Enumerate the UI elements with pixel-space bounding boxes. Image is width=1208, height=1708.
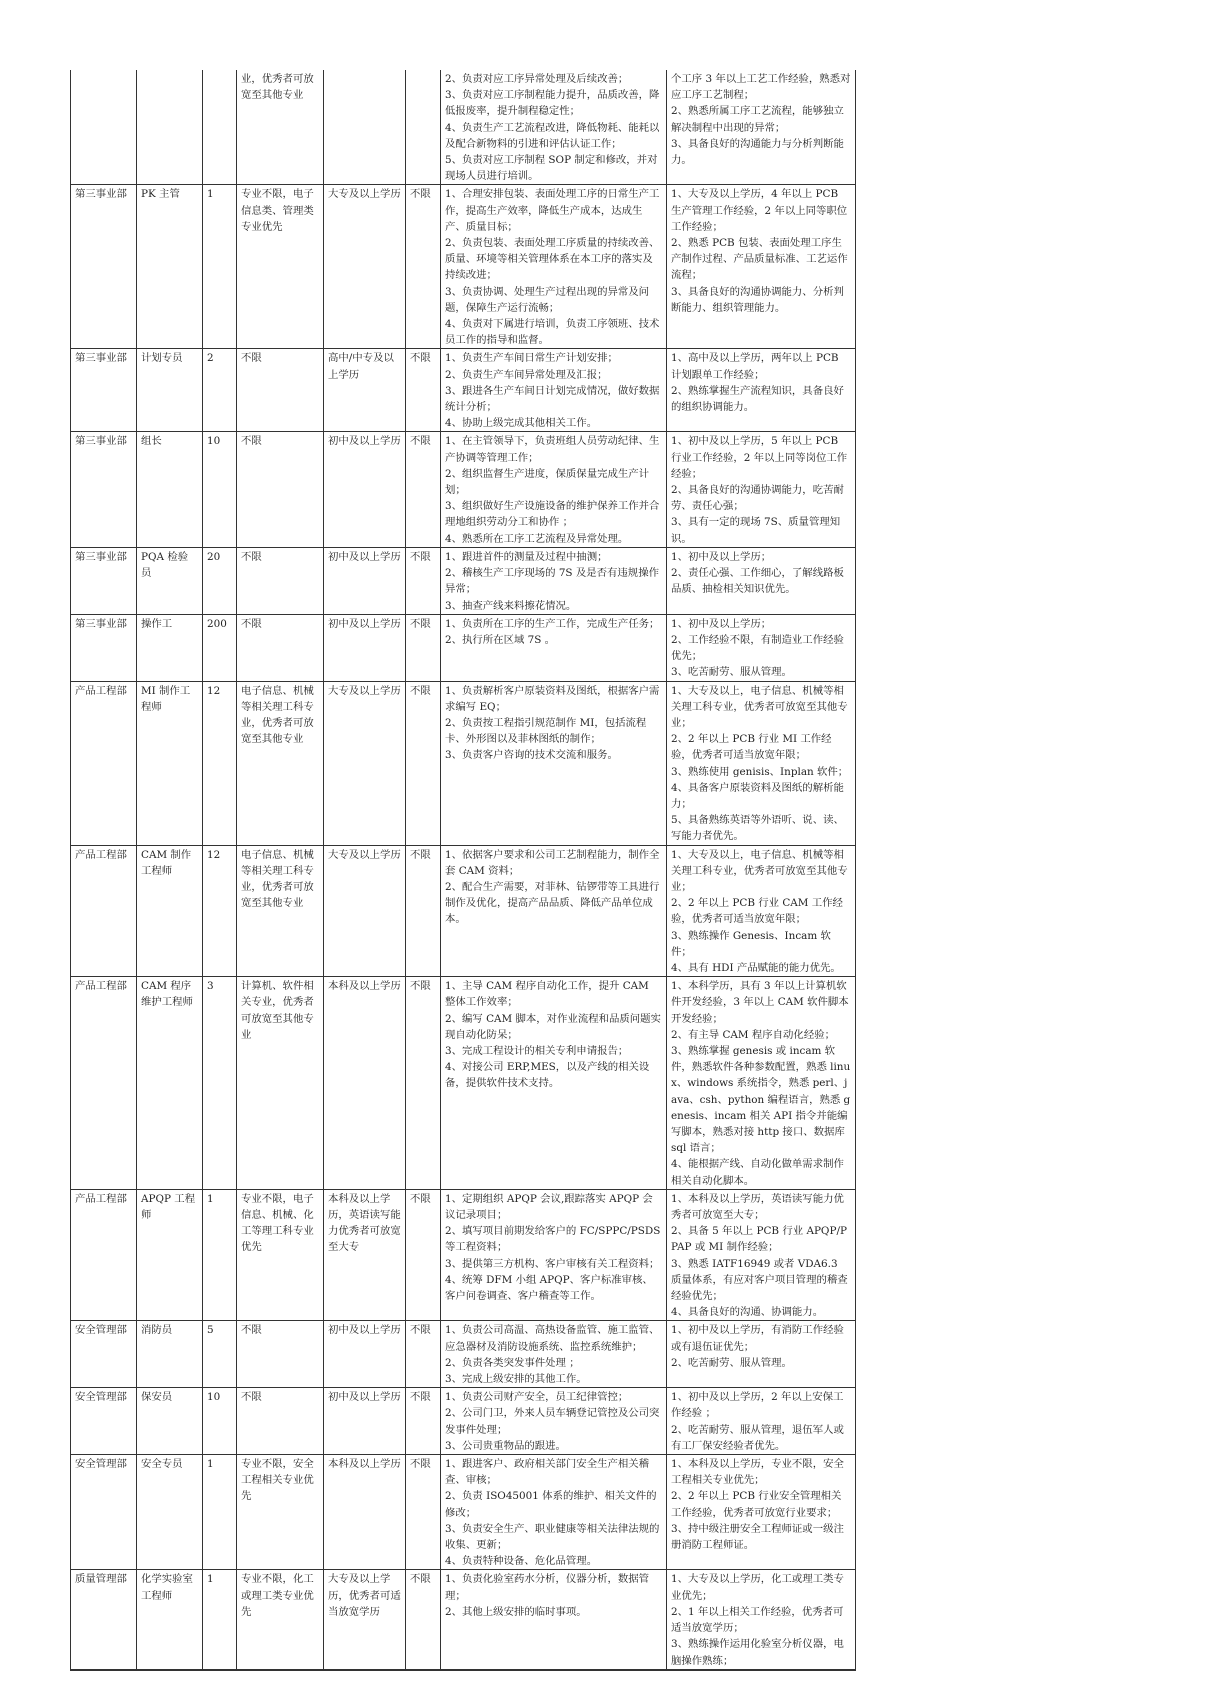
requirements-cell xyxy=(667,1321,856,1388)
list-item: 3、组织做好生产设施设备的维护保养工作并合理地组织劳动分工和协作 ； xyxy=(445,500,660,529)
headcount-cell: 10 xyxy=(203,1388,237,1455)
education-cell: 初中及以上学历 xyxy=(324,1388,406,1455)
list-item: 4、负责特种设备、危化品管理。 xyxy=(445,1555,598,1568)
list-item: 3、抽查产线来料擦花情况。 xyxy=(445,599,577,612)
table-row xyxy=(71,432,856,547)
list-item: 4、具有 HDI 产品赋能的能力优先。 xyxy=(671,961,841,974)
requirements-cell xyxy=(667,185,856,349)
list-item: 2、吃苦耐劳、服从管理。 xyxy=(671,1356,792,1369)
list-item: 4、负责对下属进行培训，负责工序领班、技术员工作的指导和监督。 xyxy=(445,318,660,347)
education-cell xyxy=(324,70,406,185)
duties-cell xyxy=(441,70,667,185)
list-item: 1、负责公司财产安全，员工纪律管控； xyxy=(445,1391,629,1404)
list-item: 1、跟进首件的测量及过程中抽测； xyxy=(445,550,608,563)
list-item: 2、执行所在区域 7S 。 xyxy=(445,633,556,646)
department-cell: 产品工程部 xyxy=(71,845,137,977)
list-item: 3、跟进各生产车间日计划完成情况，做好数据统计分析； xyxy=(445,384,660,414)
headcount-cell: 3 xyxy=(203,977,237,1190)
department-cell: 第三事业部 xyxy=(71,614,137,681)
headcount-cell: 10 xyxy=(203,432,237,547)
list-item: 3、熟练掌握 genesis 或 incam 软件，熟悉软件各种参数配置，熟悉 linux、windows 系统指令，熟悉 perl、java、csh、python 编程语言，熟悉 genesis、incam 相关 API 指令并能编写脚本，熟悉对接 http 接口、数据库 sql 语言； xyxy=(671,1044,851,1155)
list-item: 5、负责对应工序制程 SOP 制定和修改，并对现场人员进行培训。 xyxy=(445,154,658,183)
position-cell: 化学实验室工程师 xyxy=(137,1570,203,1670)
education-cell: 高中/中专及以上学历 xyxy=(324,349,406,432)
list-item: 2、具备 5 年以上 PCB 行业 APQP/PPAP 或 MI 制作经验； xyxy=(671,1225,847,1254)
requirements-cell xyxy=(667,70,856,185)
list-item: 2、配合生产需要，对菲林、钻锣带等工具进行制作及优化，提高产品品质、降低产品单位成本。 xyxy=(445,880,660,926)
education-cell: 本科及以上学历，英语读写能力优秀者可放宽至大专 xyxy=(324,1189,406,1321)
department-cell: 产品工程部 xyxy=(71,681,137,845)
position-cell: 计划专员 xyxy=(137,349,203,432)
department-cell: 产品工程部 xyxy=(71,977,137,1190)
list-item: 2、负责各类突发事件处理 ； xyxy=(445,1356,580,1369)
list-item: 2、责任心强、工作细心，了解线路板品质、抽检相关知识优先。 xyxy=(671,567,844,596)
list-item: 1、负责公司高温、高热设备监管、施工监管、应急器材及消防设施系统、监控系统维护； xyxy=(445,1324,660,1353)
age-cell: 不限 xyxy=(406,547,441,614)
age-cell: 不限 xyxy=(406,681,441,845)
list-item: 2、填写项目前期发给客户的 FC/SPPC/PSDS 等工程资料； xyxy=(445,1225,661,1254)
list-item: 3、持中级注册安全工程师证或一级注册消防工程师证。 xyxy=(671,1522,844,1552)
age-cell: 不限 xyxy=(406,1455,441,1570)
age-cell: 不限 xyxy=(406,977,441,1190)
list-item: 1、初中及以上学历，有消防工作经验或有退伍证优先； xyxy=(671,1324,844,1353)
list-item: 2、熟悉所属工序工艺流程，能够独立解决制程中出现的异常； xyxy=(671,105,844,134)
headcount-cell: 2 xyxy=(203,349,237,432)
list-item: 1、本科及以上学历，英语读写能力优秀者可放宽至大专； xyxy=(671,1192,844,1222)
headcount-cell: 200 xyxy=(203,614,237,681)
list-item: 2、公司门卫，外来人员车辆登记管控及公司突发事件处理； xyxy=(445,1407,660,1436)
department-cell xyxy=(71,70,137,185)
headcount-cell: 20 xyxy=(203,547,237,614)
position-cell: PK 主管 xyxy=(137,185,203,349)
table-row xyxy=(71,1455,856,1570)
table-row xyxy=(71,1189,856,1321)
list-item: 2、负责对应工序异常处理及后续改善； xyxy=(445,73,629,85)
department-cell: 安全管理部 xyxy=(71,1388,137,1455)
list-item: 3、熟练使用 genisis、Inplan 软件； xyxy=(671,765,849,778)
education-cell: 初中及以上学历 xyxy=(324,614,406,681)
table-row xyxy=(71,681,856,845)
list-item: 4、具备良好的沟通、协调能力。 xyxy=(671,1306,824,1319)
list-item: 2、负责 ISO45001 体系的维护、相关文件的修改； xyxy=(445,1490,657,1519)
table-row xyxy=(71,977,856,1190)
list-item: 3、具有一定的现场 7S、质量管理知识。 xyxy=(671,516,841,545)
list-item: 4、对接公司 ERP,MES，以及产线的相关设备，提供软件技术支持。 xyxy=(445,1061,650,1090)
list-item: 1、定期组织 APQP 会议,跟踪落实 APQP 会议记录项目； xyxy=(445,1192,653,1222)
table-row xyxy=(71,185,856,349)
list-item: 1、大专及以上，电子信息、机械等相关理工科专业，优秀者可放宽至其他专业； xyxy=(671,848,848,893)
education-cell: 大专及以上学历 xyxy=(324,845,406,977)
list-item: 3、完成上级安排的其他工作。 xyxy=(445,1373,587,1386)
major-cell: 不限 xyxy=(237,432,324,547)
major-cell: 不限 xyxy=(237,614,324,681)
headcount-cell: 5 xyxy=(203,1321,237,1388)
list-item: 3、提供第三方机构、客户审核有关工程资料； xyxy=(445,1257,660,1270)
list-item: 4、熟悉所在工序工艺流程及异常处理。 xyxy=(445,532,629,545)
list-item: 3、具备良好的沟通能力与分析判断能力。 xyxy=(671,137,844,167)
position-cell: CAM 制作工程师 xyxy=(137,845,203,977)
position-cell: APQP 工程师 xyxy=(137,1189,203,1321)
table-row xyxy=(71,547,856,614)
duties-cell xyxy=(441,845,667,977)
department-cell: 第三事业部 xyxy=(71,432,137,547)
duties-cell xyxy=(441,1455,667,1570)
requirements-cell xyxy=(667,845,856,977)
department-cell: 产品工程部 xyxy=(71,1189,137,1321)
list-item: 2、吃苦耐劳、服从管理，退伍军人或有工厂保安经验者优先。 xyxy=(671,1423,844,1452)
department-cell: 安全管理部 xyxy=(71,1455,137,1570)
age-cell xyxy=(406,70,441,185)
list-item: 2、编写 CAM 脚本，对作业流程和品质问题实现自动化防呆； xyxy=(445,1012,661,1041)
list-item: 2、有主导 CAM 程序自动化经验； xyxy=(671,1028,835,1041)
table-row xyxy=(71,1321,856,1388)
headcount-cell: 1 xyxy=(203,185,237,349)
headcount-cell: 1 xyxy=(203,1570,237,1670)
list-item: 1、负责生产车间日常生产计划安排； xyxy=(445,352,618,365)
list-item: 2、2 年以上 PCB 行业安全管理相关工作经验，优秀者可放宽行业要求； xyxy=(671,1490,842,1519)
list-item: 5、具备熟练英语等外语听、说、读、写能力者优先。 xyxy=(671,814,844,843)
duties-cell xyxy=(441,614,667,681)
table-row xyxy=(71,1570,856,1670)
list-item: 3、熟悉 IATF16949 或者 VDA6.3 质量体系，有应对客户项目管理的稽查经验优先； xyxy=(671,1257,848,1303)
list-item: 1、初中及以上学历； xyxy=(671,550,772,563)
major-cell: 不限 xyxy=(237,1388,324,1455)
list-item: 1、大专及以上学历，化工或理工类专业优先； xyxy=(671,1573,844,1602)
list-item: 3、熟练操作运用化验室分析仪器，电脑操作熟练； xyxy=(671,1638,844,1667)
list-item: 3、负责安全生产、职业健康等相关法律法规的收集、更新； xyxy=(445,1522,660,1552)
position-cell: MI 制作工程师 xyxy=(137,681,203,845)
age-cell: 不限 xyxy=(406,1570,441,1670)
duties-cell xyxy=(441,432,667,547)
list-item: 1、主导 CAM 程序自动化工作，提升 CAM 整体工作效率； xyxy=(445,980,649,1009)
list-item: 2、其他上级安排的临时事项。 xyxy=(445,1605,587,1618)
duties-cell xyxy=(441,681,667,845)
list-item: 2、稽核生产工序现场的 7S 及是否有违规操作异常； xyxy=(445,567,659,596)
major-cell: 业，优秀者可放宽至其他专业 xyxy=(237,70,324,185)
major-cell: 计算机、软件相关专业，优秀者可放宽至其他专业 xyxy=(237,977,324,1190)
requirements-cell xyxy=(667,977,856,1190)
list-item: 2、具备良好的沟通协调能力，吃苦耐劳、责任心强； xyxy=(671,484,844,513)
duties-cell xyxy=(441,1388,667,1455)
list-item: 2、负责包装、表面处理工序质量的持续改善、质量、环境等相关管理体系在本工序的落实及持续改进； xyxy=(445,237,660,282)
list-item: 4、协助上级完成其他相关工作。 xyxy=(445,417,598,430)
department-cell: 第三事业部 xyxy=(71,349,137,432)
position-cell: 组长 xyxy=(137,432,203,547)
position-cell: 安全专员 xyxy=(137,1455,203,1570)
list-item: 3、公司贵重物品的跟进。 xyxy=(445,1439,566,1452)
age-cell: 不限 xyxy=(406,185,441,349)
list-item: 1、负责化验室药水分析，仪器分析，数据管理； xyxy=(445,1573,650,1602)
list-item: 1、跟进客户、政府相关部门安全生产相关稽查、审核； xyxy=(445,1458,650,1487)
major-cell: 电子信息、机械等相关理工科专业，优秀者可放宽至其他专业 xyxy=(237,845,324,977)
job-openings-table xyxy=(70,70,856,1671)
position-cell: CAM 程序维护工程师 xyxy=(137,977,203,1190)
list-item: 1、依据客户要求和公司工艺制程能力，制作全套 CAM 资料； xyxy=(445,848,660,877)
table-row xyxy=(71,845,856,977)
list-item: 4、具备客户原装资料及图纸的解析能力； xyxy=(671,781,844,810)
list-item: 2、工作经验不限，有制造业工作经验优先； xyxy=(671,633,844,663)
position-cell: 保安员 xyxy=(137,1388,203,1455)
education-cell: 大专及以上学历 xyxy=(324,185,406,349)
list-item: 3、吃苦耐劳、服从管理。 xyxy=(671,666,792,679)
department-cell: 第三事业部 xyxy=(71,547,137,614)
age-cell: 不限 xyxy=(406,845,441,977)
list-item: 1、本科学历，具有 3 年以上计算机软件开发经验，3 年以上 CAM 软件脚本开发经验； xyxy=(671,980,849,1025)
age-cell: 不限 xyxy=(406,1388,441,1455)
list-item: 1、大专及以上，电子信息、机械等相关理工科专业，优秀者可放宽至其他专业； xyxy=(671,684,848,729)
age-cell: 不限 xyxy=(406,432,441,547)
position-cell: PQA 检验员 xyxy=(137,547,203,614)
headcount-cell: 1 xyxy=(203,1455,237,1570)
age-cell: 不限 xyxy=(406,614,441,681)
age-cell: 不限 xyxy=(406,1321,441,1388)
list-item: 1、初中及以上学历，2 年以上安保工作经验 ； xyxy=(671,1391,844,1420)
list-item: 2、1 年以上相关工作经验，优秀者可适当放宽学历； xyxy=(671,1605,844,1635)
list-item: 个工序 3 年以上工艺工作经验，熟悉对应工序工艺制程； xyxy=(671,73,851,102)
education-cell: 初中及以上学历 xyxy=(324,547,406,614)
major-cell: 专业不限，电子信息类、管理类专业优先 xyxy=(237,185,324,349)
list-item: 2、负责按工程指引规范制作 MI，包括流程卡、外形图以及菲林图纸的制作； xyxy=(445,716,647,746)
requirements-cell xyxy=(667,432,856,547)
department-cell: 质量管理部 xyxy=(71,1570,137,1670)
list-item: 1、本科及以上学历，专业不限，安全工程相关专业优先； xyxy=(671,1458,844,1487)
headcount-cell: 12 xyxy=(203,845,237,977)
education-cell: 本科及以上学历 xyxy=(324,1455,406,1570)
requirements-cell xyxy=(667,1189,856,1321)
list-item: 2、2 年以上 PCB 行业 MI 工作经验，优秀者可适当放宽年限； xyxy=(671,733,832,762)
list-item: 4、统筹 DFM 小组 APQP、客户标准审核、客户问卷调查、客户稽查等工作。 xyxy=(445,1273,653,1303)
education-cell: 大专及以上学历 xyxy=(324,681,406,845)
requirements-cell xyxy=(667,547,856,614)
duties-cell xyxy=(441,547,667,614)
department-cell: 安全管理部 xyxy=(71,1321,137,1388)
requirements-cell xyxy=(667,349,856,432)
table-row xyxy=(71,1388,856,1455)
position-cell: 操作工 xyxy=(137,614,203,681)
requirements-cell xyxy=(667,1388,856,1455)
headcount-cell: 1 xyxy=(203,1189,237,1321)
list-item: 2、负责生产车间异常处理及汇报； xyxy=(445,368,608,381)
department-cell: 第三事业部 xyxy=(71,185,137,349)
position-cell: 消防员 xyxy=(137,1321,203,1388)
list-item: 1、高中及以上学历，两年以上 PCB 计划跟单工作经验； xyxy=(671,352,839,381)
list-item: 1、初中及以上学历，5 年以上 PCB 行业工作经验，2 年以上同等岗位工作经验； xyxy=(671,435,848,480)
list-item: 1、在主管领导下，负责班组人员劳动纪律、生产协调等管理工作； xyxy=(445,435,660,464)
requirements-cell xyxy=(667,614,856,681)
major-cell: 电子信息、机械等相关理工科专业，优秀者可放宽至其他专业 xyxy=(237,681,324,845)
major-cell: 专业不限，化工或理工类专业优先 xyxy=(237,1570,324,1670)
education-cell: 本科及以上学历 xyxy=(324,977,406,1190)
list-item: 1、合理安排包装、表面处理工序的日常生产工作，提高生产效率，降低生产成本，达成生产、质量目标； xyxy=(445,188,660,233)
duties-cell xyxy=(441,1189,667,1321)
list-item: 2、组织监督生产进度，保质保量完成生产计划； xyxy=(445,467,650,497)
major-cell: 不限 xyxy=(237,349,324,432)
list-item: 2、熟悉 PCB 包装、表面处理工序生产制作过程、产品质量标准、工艺运作流程； xyxy=(671,237,848,282)
major-cell: 专业不限，安全工程相关专业优先 xyxy=(237,1455,324,1570)
requirements-cell xyxy=(667,1455,856,1570)
education-cell: 初中及以上学历 xyxy=(324,432,406,547)
position-cell xyxy=(137,70,203,185)
table-row xyxy=(71,70,856,185)
table-body xyxy=(71,70,856,1670)
age-cell: 不限 xyxy=(406,349,441,432)
headcount-cell xyxy=(203,70,237,185)
list-item: 3、具备良好的沟通协调能力、分析判断能力、组织管理能力。 xyxy=(671,285,844,314)
list-item: 1、负责所在工序的生产工作，完成生产任务； xyxy=(445,617,660,630)
list-item: 3、完成工程设计的相关专利申请报告； xyxy=(445,1044,629,1057)
major-cell: 不限 xyxy=(237,1321,324,1388)
age-cell: 不限 xyxy=(406,1189,441,1321)
duties-cell xyxy=(441,185,667,349)
list-item: 2、2 年以上 PCB 行业 CAM 工作经验，优秀者可适当放宽年限； xyxy=(671,897,843,926)
table-row xyxy=(71,349,856,432)
list-item: 1、负责解析客户原装资料及图纸，根据客户需求编写 EQ； xyxy=(445,684,660,713)
requirements-cell xyxy=(667,681,856,845)
duties-cell xyxy=(441,1321,667,1388)
list-item: 3、熟练操作 Genesis、Incam 软件； xyxy=(671,929,831,958)
list-item: 4、能根据产线、自动化做单需求制作相关自动化脚本。 xyxy=(671,1158,844,1187)
requirements-cell xyxy=(667,1570,856,1670)
duties-cell xyxy=(441,977,667,1190)
table-row xyxy=(71,614,856,681)
headcount-cell: 12 xyxy=(203,681,237,845)
duties-cell xyxy=(441,349,667,432)
education-cell: 大专及以上学历，优秀者可适当放宽学历 xyxy=(324,1570,406,1670)
list-item: 2、熟练掌握生产流程知识，具备良好的组织协调能力。 xyxy=(671,384,844,414)
list-item: 3、负责对应工序制程能力提升，品质改善，降低报废率，提升制程稳定性； xyxy=(445,89,660,118)
list-item: 4、负责生产工艺流程改进，降低物耗、能耗以及配合新物料的引进和评估认证工作； xyxy=(445,121,660,150)
list-item: 1、初中及以上学历； xyxy=(671,617,772,630)
education-cell: 初中及以上学历 xyxy=(324,1321,406,1388)
duties-cell xyxy=(441,1570,667,1670)
major-cell: 专业不限，电子信息、机械、化工等理工科专业优先 xyxy=(237,1189,324,1321)
list-item: 3、负责客户咨询的技术交流和服务。 xyxy=(445,749,618,762)
major-cell: 不限 xyxy=(237,547,324,614)
list-item: 1、大专及以上学历，4 年以上 PCB 生产管理工作经验，2 年以上同等职位工作经验； xyxy=(671,188,848,233)
list-item: 3、负责协调、处理生产过程出现的异常及问题，保障生产运行流畅； xyxy=(445,285,650,314)
